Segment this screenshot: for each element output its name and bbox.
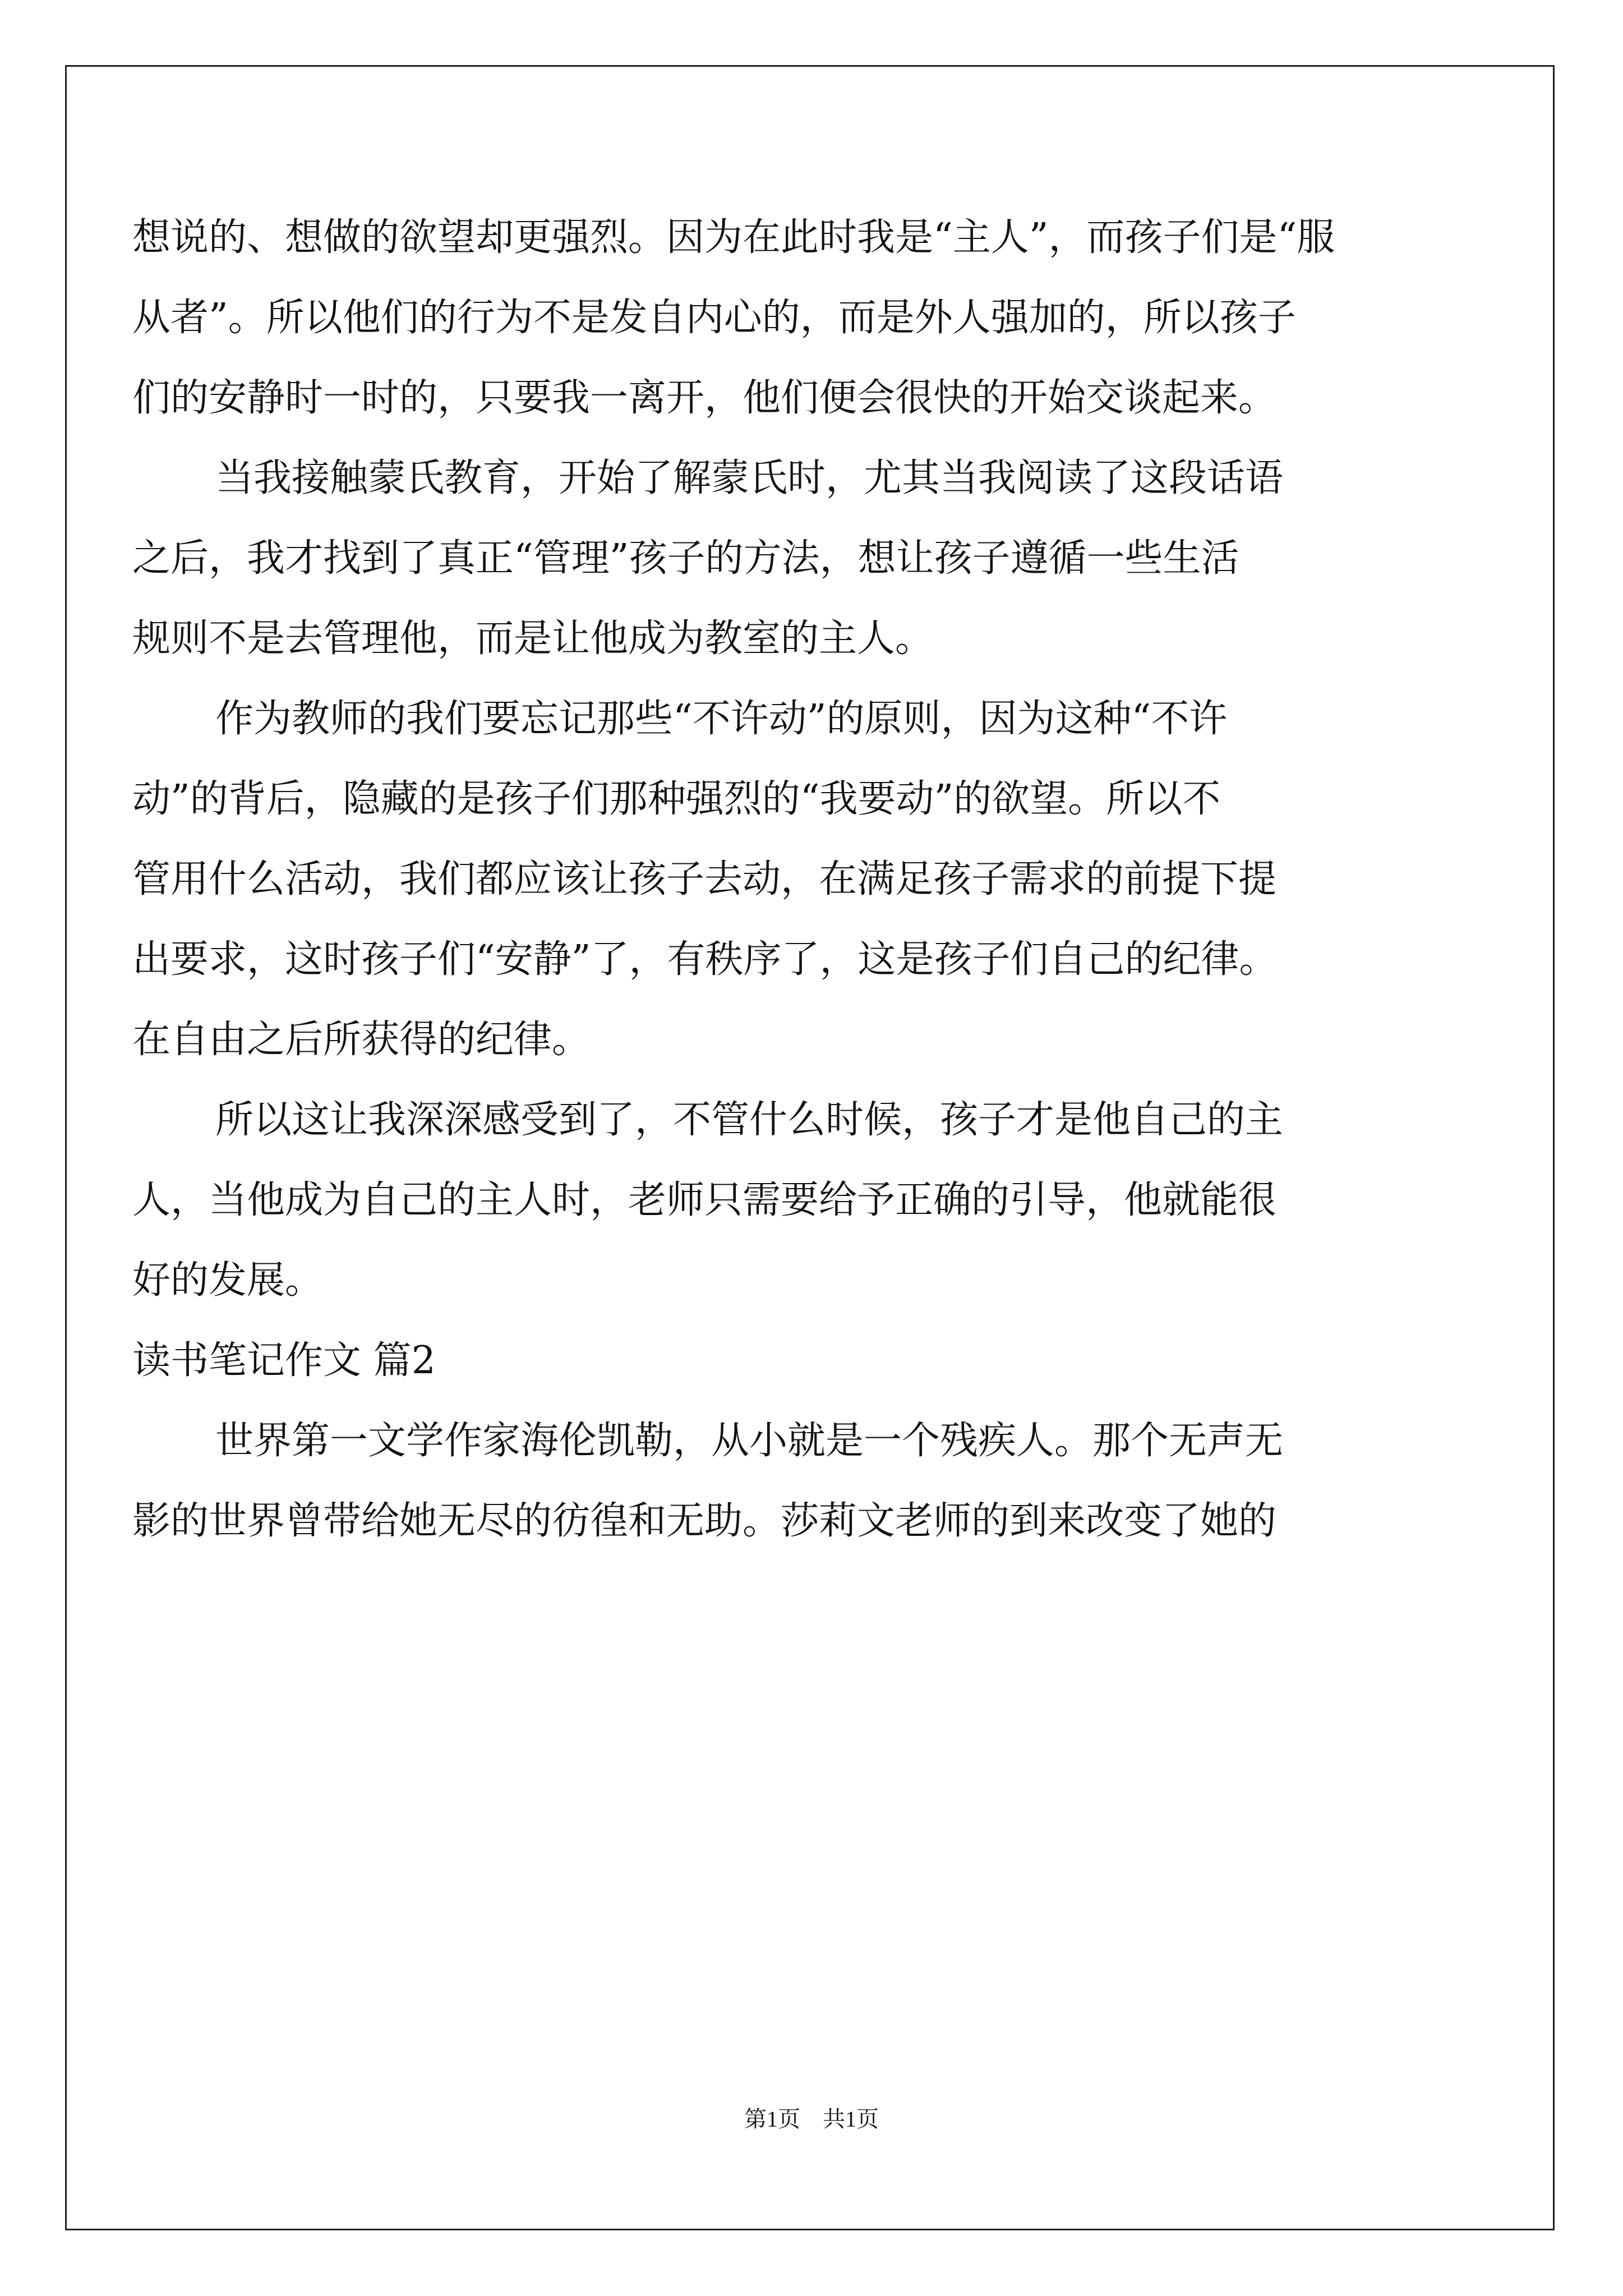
text-line: 影的世界曾带给她无尽的彷徨和无助。莎莉文老师的到来改变了她的 [132, 1499, 1277, 1543]
text-line: 管用什么活动，我们都应该让孩子去动，在满足孩子需求的前提下提 [132, 857, 1277, 901]
section-heading: 读书笔记作文 篇2 [132, 1338, 436, 1383]
text-line: 好的发展。 [132, 1258, 324, 1303]
text-line: 想说的、想做的欲望却更强烈。因为在此时我是“主人”，而孩子们是“服 [132, 215, 1335, 260]
paragraph-start-line: 世界第一文学作家海伦凯勒，从小就是一个残疾人。那个无声无 [215, 1419, 1284, 1463]
page-number-footer: 第1页 共1页 [744, 2106, 879, 2132]
paragraph-start-line: 作为教师的我们要忘记那些“不许动”的原则，因为这种“不许 [215, 697, 1228, 741]
text-line: 出要求，这时孩子们“安静”了，有秩序了，这是孩子们自己的纪律。 [132, 937, 1278, 982]
text-line: 规则不是去管理他，而是让他成为教室的主人。 [132, 616, 934, 661]
paragraph-start-line: 当我接触蒙氏教育，开始了解蒙氏时，尤其当我阅读了这段话语 [215, 456, 1284, 500]
text-line: 之后，我才找到了真正“管理”孩子的方法，想让孩子遵循一些生活 [132, 536, 1239, 581]
text-line: 们的安静时一时的，只要我一离开，他们便会很快的开始交谈起来。 [132, 376, 1277, 420]
text-line: 动”的背后，隐藏的是孩子们那种强烈的“我要动”的欲望。所以不 [132, 777, 1221, 821]
text-line: 在自由之后所获得的纪律。 [132, 1018, 591, 1062]
text-line: 从者”。所以他们的行为不是发自内心的，而是外人强加的，所以孩子 [132, 296, 1296, 340]
text-line: 人，当他成为自己的主人时，老师只需要给予正确的引导，他就能很 [132, 1178, 1277, 1222]
paragraph-start-line: 所以这让我深深感受到了，不管什么时候，孩子才是他自己的主 [215, 1098, 1284, 1142]
